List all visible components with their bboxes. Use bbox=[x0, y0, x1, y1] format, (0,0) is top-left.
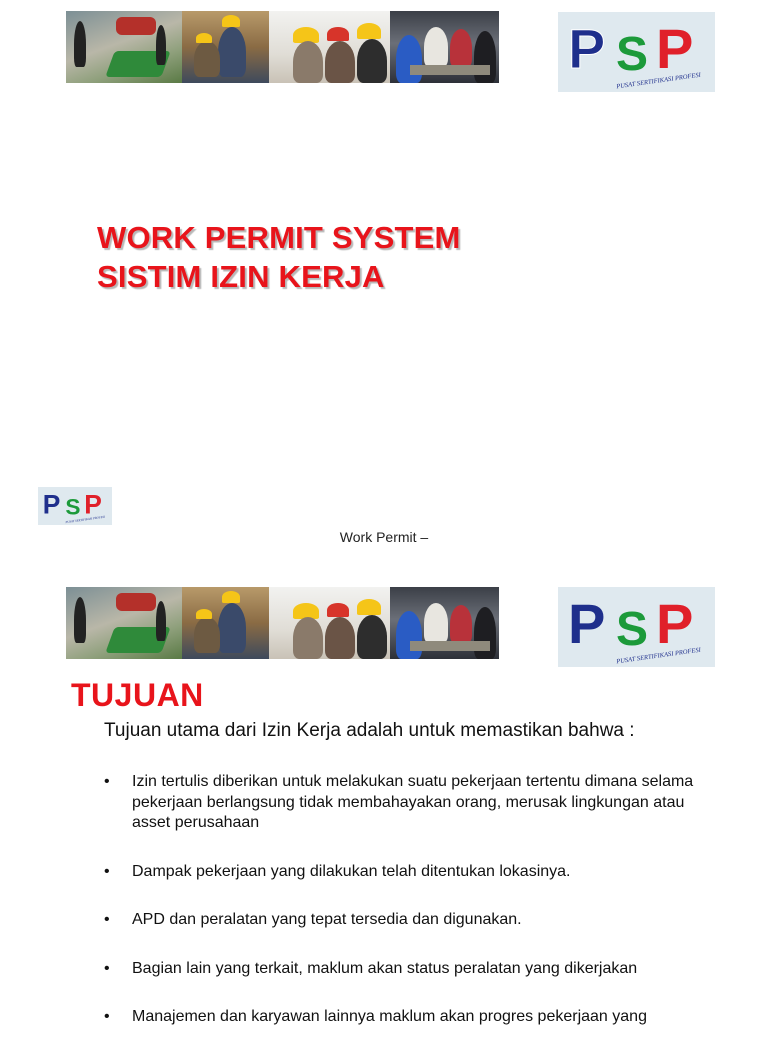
svg-text:P: P bbox=[42, 489, 61, 520]
bullet-text: Izin tertulis diberikan untuk melakukan suatu pekerjaan tertentu dimana selama pekerjaan berlangsung tidak membahayakan orang, merusak lingkungan atau asset perusahaan bbox=[132, 773, 694, 831]
bullet-icon: • bbox=[104, 1008, 110, 1025]
bullet-icon: • bbox=[104, 862, 110, 880]
svg-text:P: P bbox=[656, 592, 694, 655]
workshop-team-photo bbox=[390, 587, 499, 659]
welder-photo bbox=[182, 11, 269, 83]
list-item bbox=[104, 772, 704, 834]
engineers-hardhat-photo bbox=[269, 11, 390, 83]
engineers-hardhat-photo bbox=[269, 587, 390, 659]
bullet-text: APD dan peralatan yang tepat tersedia dan digunakan. bbox=[132, 911, 522, 928]
welder-photo bbox=[182, 587, 269, 659]
bullet-text: Manajemen dan karyawan lainnya maklum akan progres pekerjaan yang bbox=[132, 1008, 647, 1025]
psp-logo-small bbox=[38, 487, 112, 525]
workshop-team-photo bbox=[390, 11, 499, 83]
slide-title-line-2: SISTIM IZIN KERJA bbox=[97, 259, 385, 294]
list-item bbox=[104, 910, 704, 931]
svg-text:P: P bbox=[656, 17, 694, 80]
svg-text:P: P bbox=[84, 489, 102, 520]
bullet-list bbox=[104, 772, 704, 1056]
svg-text:PUSAT SERTIFIKASI PROFESI: PUSAT SERTIFIKASI PROFESI bbox=[615, 646, 702, 666]
svg-text:S: S bbox=[616, 28, 649, 81]
list-item bbox=[104, 1007, 704, 1028]
bullet-text: Bagian lain yang terkait, maklum akan status peralatan yang dikerjakan bbox=[132, 959, 638, 977]
slide-title-line-1: WORK PERMIT SYSTEM bbox=[97, 220, 461, 255]
section-heading: TUJUAN bbox=[71, 677, 204, 713]
svg-text:S: S bbox=[65, 494, 81, 520]
workers-carrying-photo bbox=[66, 587, 182, 659]
bullet-text: Dampak pekerjaan yang dilakukan telah ditentukan lokasinya. bbox=[132, 862, 571, 880]
bullet-icon: • bbox=[104, 773, 110, 790]
intro-text: Tujuan utama dari Izin Kerja adalah untuk memastikan bahwa : bbox=[104, 720, 635, 741]
bullet-icon: • bbox=[104, 911, 110, 928]
slide-footer: Work Permit – bbox=[339, 529, 429, 545]
psp-logo-bottom-icon bbox=[558, 587, 715, 667]
svg-text:PUSAT SERTIFIKASI PROFESI: PUSAT SERTIFIKASI PROFESI bbox=[615, 71, 702, 91]
svg-text:PUSAT SERTIFIKASI PROFESI: PUSAT SERTIFIKASI PROFESI bbox=[65, 514, 106, 525]
psp-logo-icon bbox=[558, 12, 715, 92]
bullet-icon: • bbox=[104, 959, 110, 977]
list-item bbox=[104, 959, 704, 980]
psp-logo-top bbox=[558, 12, 715, 92]
psp-logo-small-icon bbox=[38, 487, 112, 525]
svg-text:S: S bbox=[616, 603, 649, 656]
photo-strip-top bbox=[66, 11, 499, 83]
psp-logo-bottom bbox=[558, 587, 715, 667]
svg-text:P: P bbox=[568, 592, 606, 655]
svg-text:P: P bbox=[568, 17, 606, 80]
list-item bbox=[104, 862, 704, 883]
workers-carrying-photo bbox=[66, 11, 182, 83]
photo-strip-bottom bbox=[66, 587, 499, 659]
